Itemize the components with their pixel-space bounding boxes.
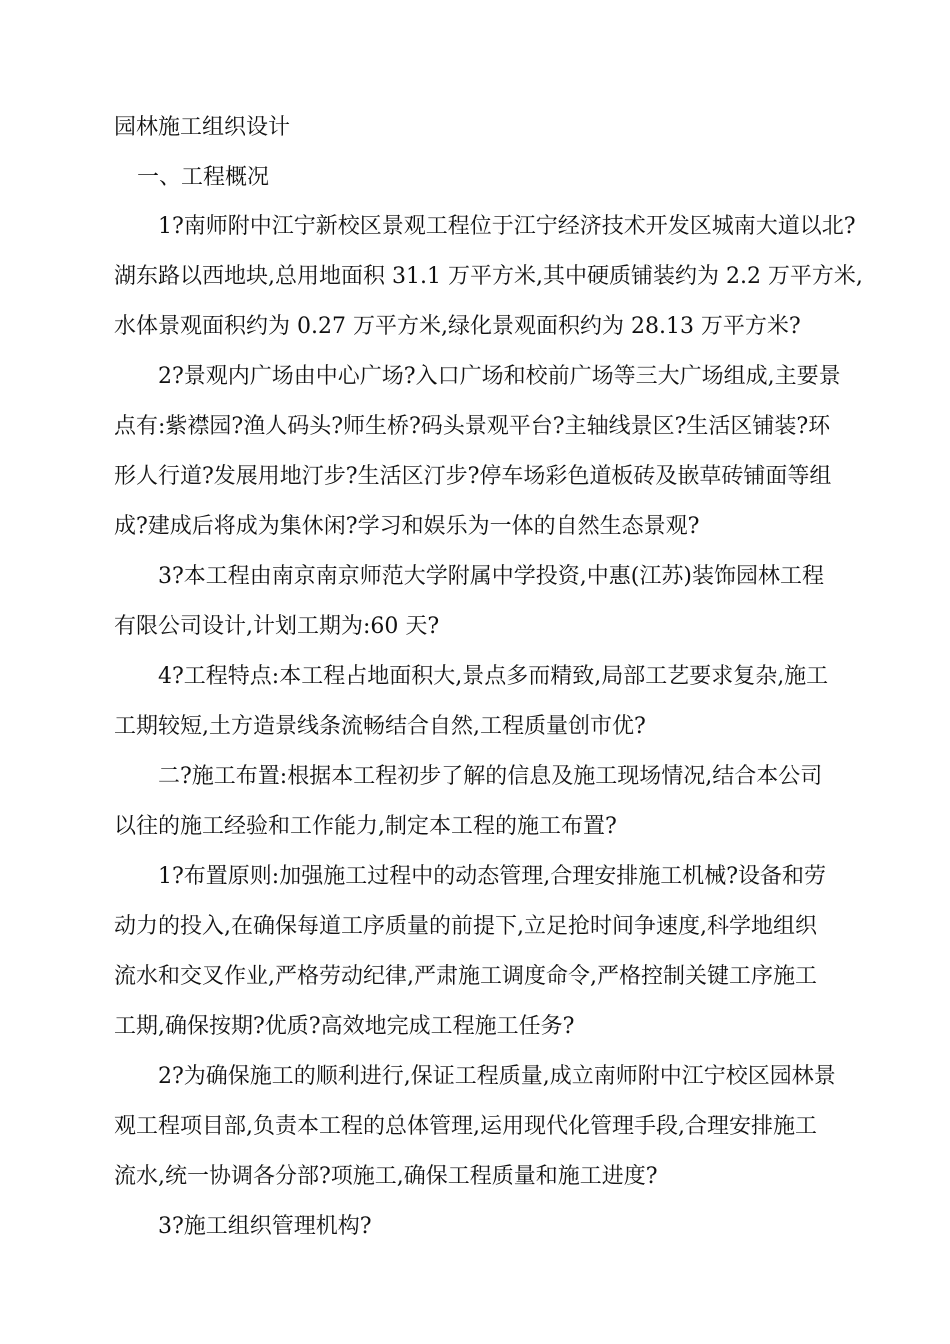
- paragraph-1-line-2: 湖东路以西地块,总用地面积 31.1 万平方米,其中硬质铺装约为 2.2 万平方米,: [114, 264, 863, 289]
- paragraph-4-line-2: 工期较短,土方造景线条流畅结合自然,工程质量创市优?: [114, 714, 646, 739]
- item-1-line-1: 1?布置原则:加强施工过程中的动态管理,合理安排施工机械?设备和劳: [158, 864, 826, 889]
- paragraph-1-line-3: 水体景观面积约为 0.27 万平方米,绿化景观面积约为 28.13 万平方米?: [114, 314, 801, 339]
- section-2-line-1: 二?施工布置:根据本工程初步了解的信息及施工现场情况,结合本公司: [158, 764, 823, 789]
- paragraph-2-line-2: 点有:紫襟园?渔人码头?师生桥?码头景观平台?主轴线景区?生活区铺装?环: [114, 414, 831, 439]
- item-2-line-2: 观工程项目部,负责本工程的总体管理,运用现代化管理手段,合理安排施工: [114, 1114, 817, 1139]
- section-heading-overview: 一、工程概况: [137, 165, 270, 190]
- paragraph-3-line-2: 有限公司设计,计划工期为:60 天?: [114, 614, 440, 639]
- document-title: 园林施工组织设计: [114, 115, 291, 140]
- paragraph-2-line-3: 形人行道?发展用地汀步?生活区汀步?停车场彩色道板砖及嵌草砖铺面等组: [114, 464, 832, 489]
- paragraph-3-line-1: 3?本工程由南京南京师范大学附属中学投资,中惠(江苏)装饰园林工程: [158, 564, 824, 589]
- item-1-line-3: 流水和交叉作业,严格劳动纪律,严肃施工调度命令,严格控制关键工序施工: [114, 964, 817, 989]
- item-2-line-3: 流水,统一协调各分部?项施工,确保工程质量和施工进度?: [114, 1164, 658, 1189]
- item-1-line-2: 动力的投入,在确保每道工序质量的前提下,立足抢时间争速度,科学地组织: [114, 914, 817, 939]
- paragraph-1-line-1: 1?南师附中江宁新校区景观工程位于江宁经济技术开发区城南大道以北?: [158, 214, 856, 239]
- item-1-line-4: 工期,确保按期?优质?高效地完成工程施工任务?: [114, 1014, 575, 1039]
- item-3-line-1: 3?施工组织管理机构?: [158, 1214, 372, 1239]
- paragraph-4-line-1: 4?工程特点:本工程占地面积大,景点多而精致,局部工艺要求复杂,施工: [158, 664, 829, 689]
- section-2-line-2: 以往的施工经验和工作能力,制定本工程的施工布置?: [114, 814, 617, 839]
- item-2-line-1: 2?为确保施工的顺利进行,保证工程质量,成立南师附中江宁校区园林景: [158, 1064, 836, 1089]
- paragraph-2-line-4: 成?建成后将成为集休闲?学习和娱乐为一体的自然生态景观?: [114, 514, 700, 539]
- paragraph-2-line-1: 2?景观内广场由中心广场?入口广场和校前广场等三大广场组成,主要景: [158, 364, 841, 389]
